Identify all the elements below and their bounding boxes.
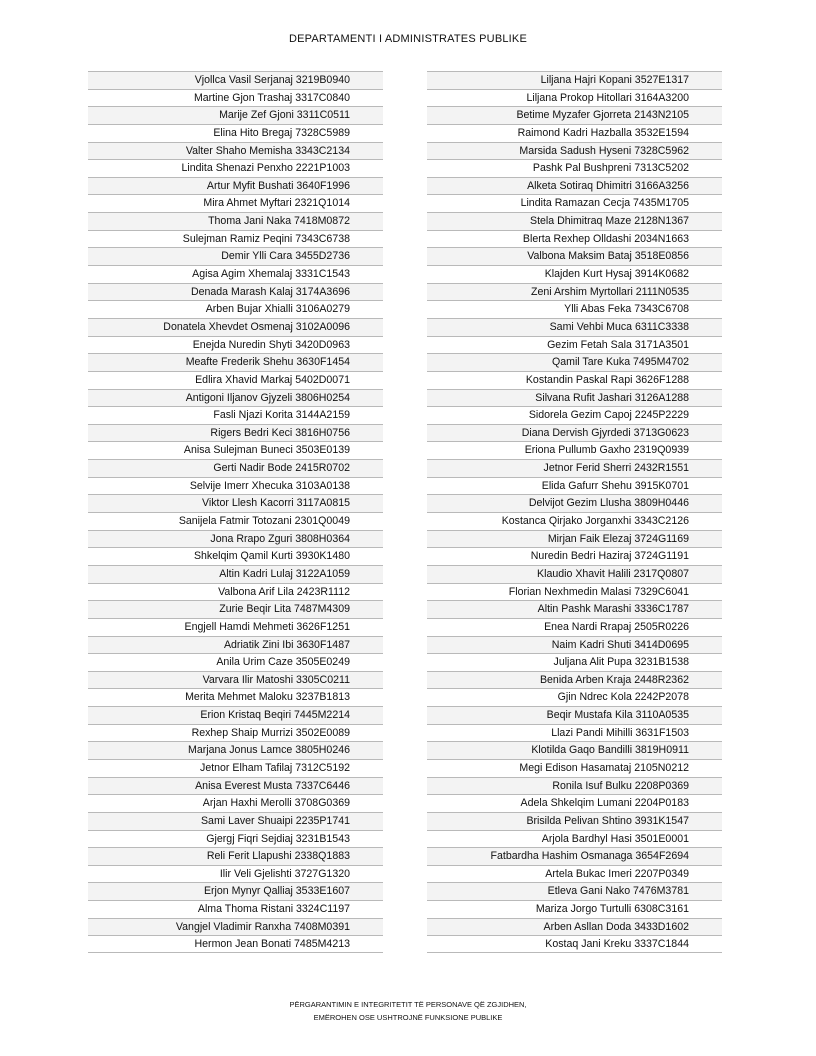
list-item: Sulejman Ramiz Peqini 7343C6738 [88,230,383,248]
left-name-list [88,71,383,953]
list-item: Zurie Beqir Lita 7487M4309 [88,600,383,618]
list-item: Betime Myzafer Gjorreta 2143N2105 [427,106,722,124]
list-item: Merita Mehmet Maloku 3237B1813 [88,688,383,706]
list-item: Varvara Ilir Matoshi 3305C0211 [88,671,383,689]
list-item: Marjana Jonus Lamce 3805H0246 [88,741,383,759]
list-item: Silvana Rufit Jashari 3126A1288 [427,389,722,407]
list-item: Kostaq Jani Kreku 3337C1844 [427,935,722,953]
list-item: Gjergj Fiqri Sejdiaj 3231B1543 [88,830,383,848]
page-footer [0,998,816,1024]
list-item: Arben Asllan Doda 3433D1602 [427,918,722,936]
list-item: Ronila Isuf Bulku 2208P0369 [427,777,722,795]
list-item: Thoma Jani Naka 7418M0872 [88,212,383,230]
list-item: Anila Urim Caze 3505E0249 [88,653,383,671]
list-item: Hermon Jean Bonati 7485M4213 [88,935,383,953]
list-item: Artela Bukac Imeri 2207P0349 [427,865,722,883]
list-item: Rexhep Shaip Murrizi 3502E0089 [88,724,383,742]
list-item: Nuredin Bedri Haziraj 3724G1191 [427,547,722,565]
list-item: Meafte Frederik Shehu 3630F1454 [88,353,383,371]
list-item: Arjola Bardhyl Hasi 3501E0001 [427,830,722,848]
list-item: Anisa Everest Musta 7337C6446 [88,777,383,795]
list-item: Alketa Sotiraq Dhimitri 3166A3256 [427,177,722,195]
list-item: Fatbardha Hashim Osmanaga 3654F2694 [427,847,722,865]
list-item: Liljana Prokop Hitollari 3164A3200 [427,89,722,107]
list-item: Sami Laver Shuaipi 2235P1741 [88,812,383,830]
list-item: Pashk Pal Bushpreni 7313C5202 [427,159,722,177]
list-item: Engjell Hamdi Mehmeti 3626F1251 [88,618,383,636]
list-item: Valbona Maksim Bataj 3518E0856 [427,247,722,265]
list-item: Klajden Kurt Hysaj 3914K0682 [427,265,722,283]
list-item: Altin Kadri Lulaj 3122A1059 [88,565,383,583]
list-item: Lindita Shenazi Penxho 2221P1003 [88,159,383,177]
list-item: Erjon Mynyr Qalliaj 3533E1607 [88,882,383,900]
list-item: Juljana Alit Pupa 3231B1538 [427,653,722,671]
list-item: Jetnor Ferid Sherri 2432R1551 [427,459,722,477]
list-item: Ylli Abas Feka 7343C6708 [427,300,722,318]
list-item: Naim Kadri Shuti 3414D0695 [427,636,722,654]
list-item: Donatela Xhevdet Osmenaj 3102A0096 [88,318,383,336]
list-item: Gezim Fetah Sala 3171A3501 [427,336,722,354]
list-item: Viktor Llesh Kacorri 3117A0815 [88,494,383,512]
list-item: Valbona Arif Lila 2423R1112 [88,583,383,601]
list-item: Benida Arben Kraja 2448R2362 [427,671,722,689]
list-item: Reli Ferit Llapushi 2338Q1883 [88,847,383,865]
list-item: Valter Shaho Memisha 3343C2134 [88,142,383,160]
list-item: Altin Pashk Marashi 3336C1787 [427,600,722,618]
list-item: Gerti Nadir Bode 2415R0702 [88,459,383,477]
list-item: Delvijot Gezim Llusha 3809H0446 [427,494,722,512]
list-item: Alma Thoma Ristani 3324C1197 [88,900,383,918]
list-item: Florian Nexhmedin Malasi 7329C6041 [427,583,722,601]
list-item: Lindita Ramazan Cecja 7435M1705 [427,194,722,212]
list-item: Sami Vehbi Muca 6311C3338 [427,318,722,336]
list-item: Qamil Tare Kuka 7495M4702 [427,353,722,371]
list-item: Adela Shkelqim Lumani 2204P0183 [427,794,722,812]
list-item: Elida Gafurr Shehu 3915K0701 [427,477,722,495]
list-item: Sidorela Gezim Capoj 2245P2229 [427,406,722,424]
list-item: Selvije Imerr Xhecuka 3103A0138 [88,477,383,495]
list-item: Agisa Agim Xhemalaj 3331C1543 [88,265,383,283]
footer-line-2: EMËROHEN OSE USHTROJNË FUNKSIONE PUBLIKE [313,1013,503,1022]
list-item: Klaudio Xhavit Halili 2317Q0807 [427,565,722,583]
list-item: Erion Kristaq Beqiri 7445M2214 [88,706,383,724]
list-item: Beqir Mustafa Kila 3110A0535 [427,706,722,724]
list-item: Marije Zef Gjoni 3311C0511 [88,106,383,124]
list-item: Diana Dervish Gjyrdedi 3713G0623 [427,424,722,442]
list-item: Blerta Rexhep Olldashi 2034N1663 [427,230,722,248]
list-item: Llazi Pandi Mihilli 3631F1503 [427,724,722,742]
list-item: Arjan Haxhi Merolli 3708G0369 [88,794,383,812]
list-item: Enea Nardi Rrapaj 2505R0226 [427,618,722,636]
list-item: Kostanca Qirjako Jorganxhi 3343C2126 [427,512,722,530]
list-item: Jetnor Elham Tafilaj 7312C5192 [88,759,383,777]
list-item: Marsida Sadush Hyseni 7328C5962 [427,142,722,160]
list-item: Mirjan Faik Elezaj 3724G1169 [427,530,722,548]
list-item: Zeni Arshim Myrtollari 2111N0535 [427,283,722,301]
list-item: Brisilda Pelivan Shtino 3931K1547 [427,812,722,830]
list-item: Sanijela Fatmir Totozani 2301Q0049 [88,512,383,530]
list-item: Etleva Gani Nako 7476M3781 [427,882,722,900]
list-item: Fasli Njazi Korita 3144A2159 [88,406,383,424]
page-title: DEPARTAMENTI I ADMINISTRATES PUBLIKE [288,33,528,45]
list-item: Shkelqim Qamil Kurti 3930K1480 [88,547,383,565]
list-item: Mira Ahmet Myftari 2321Q1014 [88,194,383,212]
list-item: Gjin Ndrec Kola 2242P2078 [427,688,722,706]
list-item: Adriatik Zini Ibi 3630F1487 [88,636,383,654]
list-item: Vangjel Vladimir Ranxha 7408M0391 [88,918,383,936]
footer-line-1: PËRGARANTIMIN E INTEGRITETIT TË PERSONAVE QË ZGJIDHEN, [289,1000,527,1009]
list-item: Jona Rrapo Zguri 3808H0364 [88,530,383,548]
list-item: Rigers Bedri Keci 3816H0756 [88,424,383,442]
list-item: Mariza Jorgo Turtulli 6308C3161 [427,900,722,918]
list-item: Megi Edison Hasamataj 2105N0212 [427,759,722,777]
list-item: Enejda Nuredin Shyti 3420D0963 [88,336,383,354]
list-item: Liljana Hajri Kopani 3527E1317 [427,71,722,89]
list-item: Denada Marash Kalaj 3174A3696 [88,283,383,301]
list-item: Kostandin Paskal Rapi 3626F1288 [427,371,722,389]
list-item: Ilir Veli Gjelishti 3727G1320 [88,865,383,883]
list-item: Klotilda Gaqo Bandilli 3819H0911 [427,741,722,759]
list-item: Elina Hito Bregaj 7328C5989 [88,124,383,142]
list-item: Arben Bujar Xhialli 3106A0279 [88,300,383,318]
list-item: Vjollca Vasil Serjanaj 3219B0940 [88,71,383,89]
list-item: Antigoni Iljanov Gjyzeli 3806H0254 [88,389,383,407]
list-item: Raimond Kadri Hazballa 3532E1594 [427,124,722,142]
list-item: Eriona Pullumb Gaxho 2319Q0939 [427,441,722,459]
list-item: Artur Myfit Bushati 3640F1996 [88,177,383,195]
right-name-list [427,71,722,953]
list-item: Anisa Sulejman Buneci 3503E0139 [88,441,383,459]
list-item: Martine Gjon Trashaj 3317C0840 [88,89,383,107]
list-item: Demir Ylli Cara 3455D2736 [88,247,383,265]
list-item: Edlira Xhavid Markaj 5402D0071 [88,371,383,389]
list-item: Stela Dhimitraq Maze 2128N1367 [427,212,722,230]
